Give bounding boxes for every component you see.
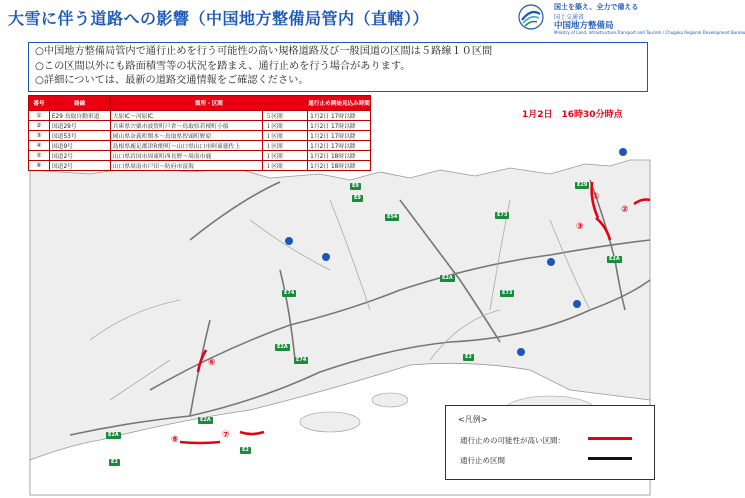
page-title: 大雪に伴う道路への影響（中国地方整備局管内（直轄）） (8, 9, 430, 28)
island (372, 393, 408, 407)
closure-marker: ① (592, 192, 600, 202)
row-extent: １区間 (263, 121, 308, 131)
row-no: ④ (29, 141, 50, 151)
row-road: 国道29号 (49, 121, 110, 131)
closure-marker: ⑥ (208, 358, 216, 368)
header (0, 0, 745, 38)
expressway-sign: E9 (352, 183, 359, 189)
expressway-sign: E9 (354, 195, 361, 201)
timestamp: 1月2日 16時30分時点 (522, 110, 623, 120)
legend-title: <凡例> (458, 415, 488, 424)
closure-marker: ⑦ (222, 430, 230, 440)
expressway-sign: E2A (609, 256, 620, 262)
row-extent: １区間 (263, 131, 308, 141)
row-road: 国道2号 (49, 151, 110, 161)
mlit-logo (518, 2, 745, 36)
mlit-logo-icon (518, 4, 544, 30)
row-road: 国道9号 (49, 141, 110, 151)
row-no: ⑥ (29, 161, 50, 171)
table-row (29, 151, 371, 161)
route-badge-icon (517, 348, 525, 356)
logo-english: Ministry of Land, Infrastructure,Transport and Tourism / Chugoku Regional Development Bureau (554, 30, 745, 35)
row-extent: １区間 (263, 151, 308, 161)
row-extent: ５区間 (263, 111, 308, 121)
expressway-sign: E2 (465, 354, 472, 360)
table-row (29, 141, 371, 151)
closure-marker: ② (621, 205, 629, 215)
row-section: 島根県鹿足郡津和野町～山口県山口市阿東徳佐上 (110, 141, 263, 151)
legend-red-line (588, 437, 632, 440)
route-badge-icon (322, 253, 330, 261)
expressway-sign: E2 (111, 459, 118, 465)
table-row (29, 121, 371, 131)
notice-line: ○中国地方整備局管内で通行止めを行う可能性の高い規格道路及び一般国道の区間は５路線１０区間 (35, 46, 493, 57)
table-header: 箇所・区間 (110, 96, 307, 111)
row-section: 山口県周南市戸田～防府市富海 (110, 161, 263, 171)
table-header: 番号 (29, 96, 50, 111)
row-extent: １区間 (263, 161, 308, 171)
row-time: 1月2日 17時以降 (308, 111, 371, 121)
row-time: 1月2日 17時以降 (308, 121, 371, 131)
table-row (29, 111, 371, 121)
expressway-sign: E2A (200, 417, 211, 423)
notice-line: ○この区間以外にも路面積雪等の状況を踏まえ、通行止めを行う場合があります。 (35, 60, 411, 72)
route-badge-icon (547, 258, 555, 266)
expressway-sign: E2A (277, 344, 288, 350)
row-section: 大原IC～河原IC (110, 111, 263, 121)
row-road: 国道2号 (49, 161, 110, 171)
row-no: ⑤ (29, 151, 50, 161)
legend-closed-label: 通行止め区間 (460, 456, 505, 465)
closure-marker: ③ (576, 222, 584, 232)
island (300, 412, 360, 432)
row-no: ② (29, 121, 50, 131)
expressway-sign: E73 (497, 212, 508, 218)
expressway-sign: E74 (284, 290, 295, 296)
expressway-sign: E74 (296, 357, 307, 363)
route-badge-icon (573, 300, 581, 308)
legend (445, 405, 655, 480)
row-no: ③ (29, 131, 50, 141)
table-row (29, 131, 371, 141)
row-road: 国道53号 (49, 131, 110, 141)
closure-marker: ⑧ (171, 435, 179, 445)
expressway-sign: E29 (577, 182, 588, 188)
row-section: 山口県岩国市周東町西長野～周南市鹿 (110, 151, 263, 161)
notice-box (28, 42, 648, 92)
route-badge-icon (285, 237, 293, 245)
notice-line: ○詳細については、最新の道路交通情報をご確認ください。 (35, 75, 309, 86)
table-row (29, 161, 371, 171)
route-badge-icon (619, 148, 627, 156)
legend-possible-label: 通行止めの可能性が高い区間： (460, 436, 565, 445)
row-time: 1月2日 17時以降 (308, 141, 371, 151)
row-extent: １区間 (263, 141, 308, 151)
legend-black-line (588, 457, 632, 460)
closure-table (28, 95, 371, 171)
row-time: 1月2日 18時以降 (308, 161, 371, 171)
row-section: 岡山県奈義町関本～鳥取県智頭町野原 (110, 131, 263, 141)
expressway-sign: E2A (442, 275, 453, 281)
table-header: 通行止め開始見込み時間 (308, 96, 371, 111)
table-header: 路線 (49, 96, 110, 111)
expressway-sign: E73 (502, 290, 513, 296)
row-no: ① (29, 111, 50, 121)
row-road: E29 鳥取自動車道 (49, 111, 110, 121)
row-time: 1月2日 18時以降 (308, 151, 371, 161)
row-section: 兵庫県宍粟市波賀町戸倉～鳥取県若桜町小船 (110, 121, 263, 131)
expressway-sign: E2 (242, 447, 249, 453)
logo-office: 中国地方整備局 (554, 21, 614, 31)
expressway-sign: E54 (387, 214, 398, 220)
logo-slogan: 国土を築え、全力で備える (554, 3, 639, 11)
row-time: 1月2日 17時以降 (308, 131, 371, 141)
logo-ministry: 国土交通省 (554, 14, 585, 21)
expressway-sign: E2A (108, 432, 119, 438)
